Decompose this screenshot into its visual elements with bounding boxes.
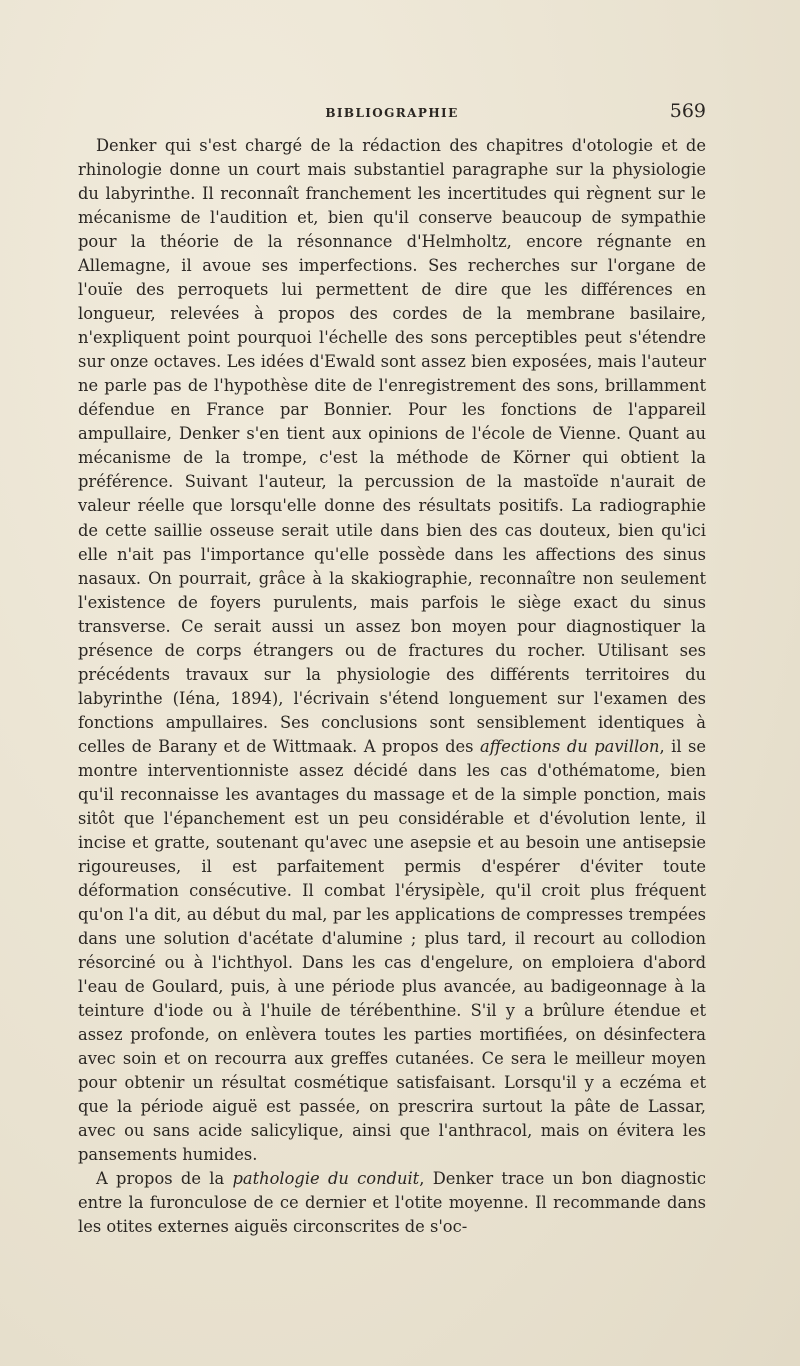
text-segment: A propos de la [96,1169,233,1189]
paragraph-otology-physiology [78,134,706,1167]
page-number: 569 [669,100,706,122]
paragraph-pathologie-du-conduit [78,1167,706,1239]
text-segment: , Denker trace un bon diagnostic entre la furonculose de ce dernier et l'otite moyenne. Il recommande dans les otites externes aiguës circonscrites de s'oc- [78,1169,707,1237]
text-segment: , il se montre interventionniste assez décidé dans les cas d'othématome, bien qu'il reconnaisse les avantages du massage et de la simple ponction, mais sitôt que l'épanchement est un peu considérable et d'évolution lente, il incise et gratte, soutenant qu'avec une asepsie et au besoin une antisepsie rigoureuses, il est parfaitement permis d'espérer d'éviter toute déformation consécutive. Il combat l'érysipèle, qu'il croit plus fréquent qu'on l'a dit, au début du mal, par les applications de compresses trempées dans une solution d'acétate d'alumine ; plus tard, il recourt au collodion résorciné ou à l'ichthyol. Dans les cas d'engelure, on emploiera d'abord l'eau de Goulard, puis, à une période plus avancée, au badigeonnage à la teinture d'iode ou à l'huile de térébenthine. S'il y a brûlure étendue et assez profonde, on enlèvera toutes les parties mortifiées, on désinfectera avec soin et on recourra aux greffes cutanées. Ce sera le meilleur moyen pour obtenir un résultat cosmétique satisfaisant. Lorsqu'il y a eczéma et que la période aiguë est passée, on prescrira surtout la pâte de Lassar, avec ou sans acide salicylique, ainsi que l'anthracol, mais on évitera les pansements humides. [78,736,707,1165]
body-text [78,134,706,1239]
running-title: BIBLIOGRAPHIE [325,106,459,120]
text-segment: Denker qui s'est chargé de la rédaction des chapitres d'otologie et de rhinologie donne un court mais substantiel paragraphe sur la physiologie du labyrinthe. Il reconnaît franchement les incertitudes qui règnent sur le mécanisme de l'audition et, bien qu'il conserve beaucoup de sympathie pour la théorie de la résonnance d'Helmholtz, encore régnante en Allemagne, il avoue ses imperfections. Ses recherches sur l'organe de l'ouïe des perroquets lui permettent de dire que les différences en longueur, relevées à propos des cordes de la membrane basilaire, n'expliquent point pourquoi l'échelle des sons perceptibles peut s'étendre sur onze octaves. Les idées d'Ewald sont assez bien exposées, mais l'auteur ne parle pas de l'hypothèse dite de l'enregistrement des sons, brillamment défendue en France par Bonnier. Pour les fonctions de l'appareil ampullaire, Denker s'en tient aux opinions de l'école de Vienne. Quant au mécanisme de la trompe, c'est la méthode de Körner qui obtient la préférence. Suivant l'auteur, la percussion de la mastoïde n'aurait de valeur réelle que lorsqu'elle donne des résultats positifs. La radiographie de cette saillie osseuse serait utile dans bien des cas douteux, bien qu'ici elle n'ait pas l'importance qu'elle possède dans les affections des sinus nasaux. On pourrait, grâce à la skakiographie, reconnaître non seulement l'existence de foyers purulents, mais parfois le siège exact du sinus transverse. Ce serait aussi un assez bon moyen pour diagnostiquer la présence de corps étrangers ou de fractures du rocher. Utilisant ses précédents travaux sur la physiologie des différents territoires du labyrinthe (Iéna, 1894), l'écrivain s'étend longuement sur l'examen des fonctions ampullaires. Ses conclusions sont sensiblement identiques à celles de Barany et de Wittmaak. A propos des [78,136,706,756]
running-head [78,100,706,134]
italic-term-pathologie-du-conduit: pathologie du conduit [232,1169,420,1189]
page [78,100,706,1239]
italic-term-affections-du-pavillon: affections du pavillon [479,736,660,756]
